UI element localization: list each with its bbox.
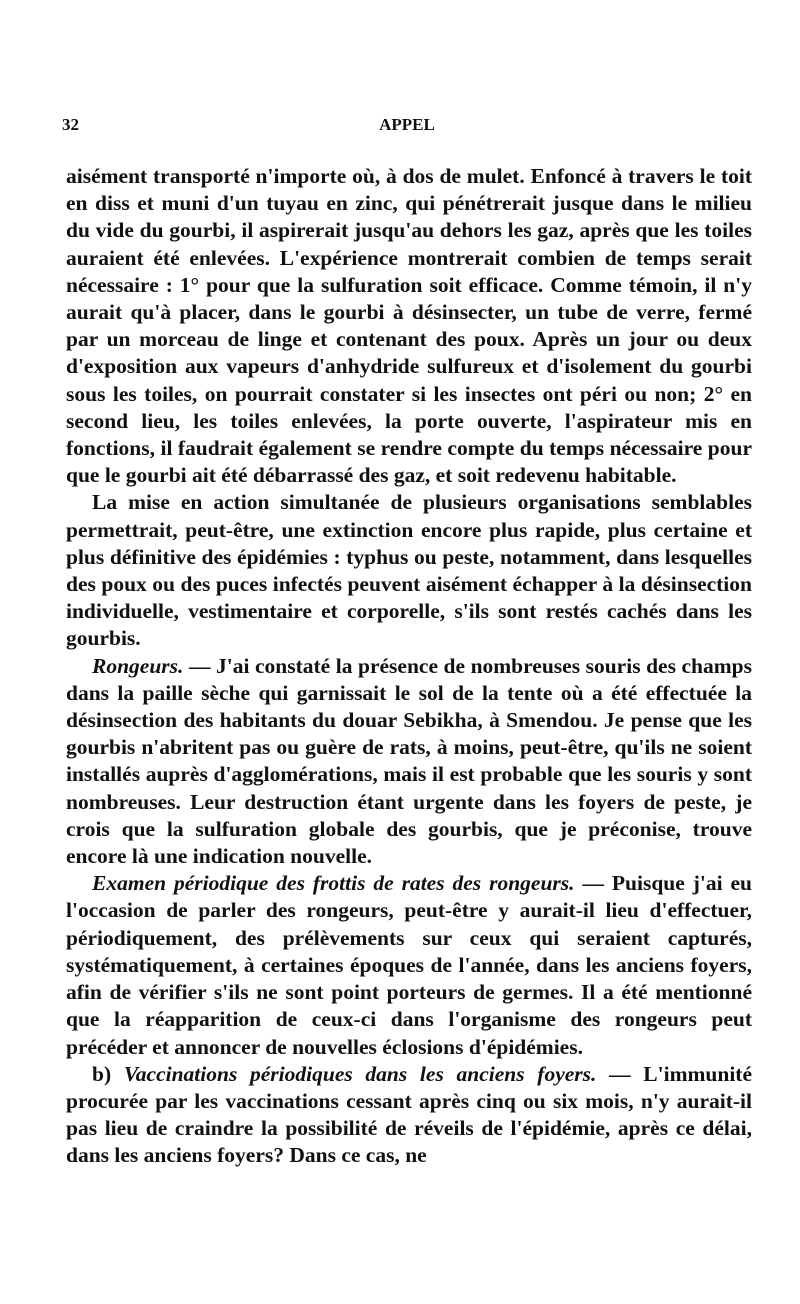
paragraph-text: — L'immunité procurée par les vaccinations cessant après cinq ou six mois, n'y aurait-il pas lieu de craindre la possibilité de réveils de l'épidémie, après ce délai, dans les anciens foyers? Dans ce cas, ne	[66, 1061, 752, 1168]
list-marker: b)	[92, 1061, 124, 1086]
page-header	[62, 115, 752, 141]
paragraph-mise-en-action	[66, 489, 752, 652]
section-heading: Examen périodique des frottis de rates des rongeurs.	[92, 871, 575, 896]
page-number: 32	[62, 115, 79, 134]
paragraph-text: La mise en action simultanée de plusieurs organisations semblables permettrait, peut-être, une extinction encore plus rapide, plus certaine et plus définitive des épidémies : typhus ou peste, notamment, dans lesquelles des poux ou des puces infectés peuvent aisément échapper à la désinsection individuelle, vestimentaire et corporelle, s'ils sont restés cachés dans les gourbis.	[66, 490, 752, 651]
paragraph-text: aisément transporté n'importe où, à dos de mulet. Enfoncé à travers le toit en diss et muni d'un tuyau en zinc, qui pénétrerait jusque dans le milieu du vide du gourbi, il aspirerait jusqu'au dehors les gaz, après que les toiles auraient été enlevées. L'expérience montrerait combien de temps serait nécessaire : 1° pour que la sulfuration soit efficace. Comme témoin, il n'y aurait qu'à placer, dans le gourbi à désinsecter, un tube de verre, fermé par un morceau de linge et contenant des poux. Après un jour ou deux d'exposition aux vapeurs d'anhydride sulfureux et d'isolement du gourbi sous les toiles, on pourrait constater si les insectes ont péri ou non; 2° en second lieu, les toiles enlevées, la porte ouverte, l'aspirateur mis en fonctions, il faudrait également se rendre compte du temps nécessaire pour que le gourbi ait été débarrassé des gaz, et soit redevenu habitable.	[66, 164, 752, 488]
paragraph-text: — Puisque j'ai eu l'occasion de parler des rongeurs, peut-être y aurait-il lieu d'effectuer, périodiquement, des prélèvements sur ceux qui seraient capturés, systématiquement, à certaines époques de l'année, dans les anciens foyers, afin de vérifier s'ils ne sont point porteurs de germes. Il a été mentionné que la réapparition de ceux-ci dans l'organisme des rongeurs peut précéder et annoncer de nouvelles éclosions d'épidémies.	[66, 871, 753, 1059]
running-title: APPEL	[379, 115, 435, 134]
paragraph-rongeurs	[66, 653, 752, 871]
paragraph-text: — J'ai constaté la présence de nombreuses souris des champs dans la paille sèche qui garnissait le sol de la tente où a été effectuée la désinsection des habitants du douar Sebikha, à Smendou. Je pense que les gourbis n'abritent pas ou guère de rats, à moins, peut-être, qu'ils ne soient installés auprès d'agglomérations, mais il est probable que les souris y sont nombreuses. Leur destruction étant urgente dans les foyers de peste, je crois que la sulfuration globale des gourbis, que je préconise, trouve encore là une indication nouvelle.	[66, 653, 752, 869]
paragraph-vaccinations	[66, 1061, 752, 1170]
section-heading: Vaccinations périodiques dans les anciens foyers.	[123, 1061, 597, 1086]
paragraph-continuation	[66, 163, 752, 489]
body-text	[66, 163, 752, 1170]
section-heading: Rongeurs.	[92, 653, 184, 678]
paragraph-examen	[66, 870, 752, 1060]
